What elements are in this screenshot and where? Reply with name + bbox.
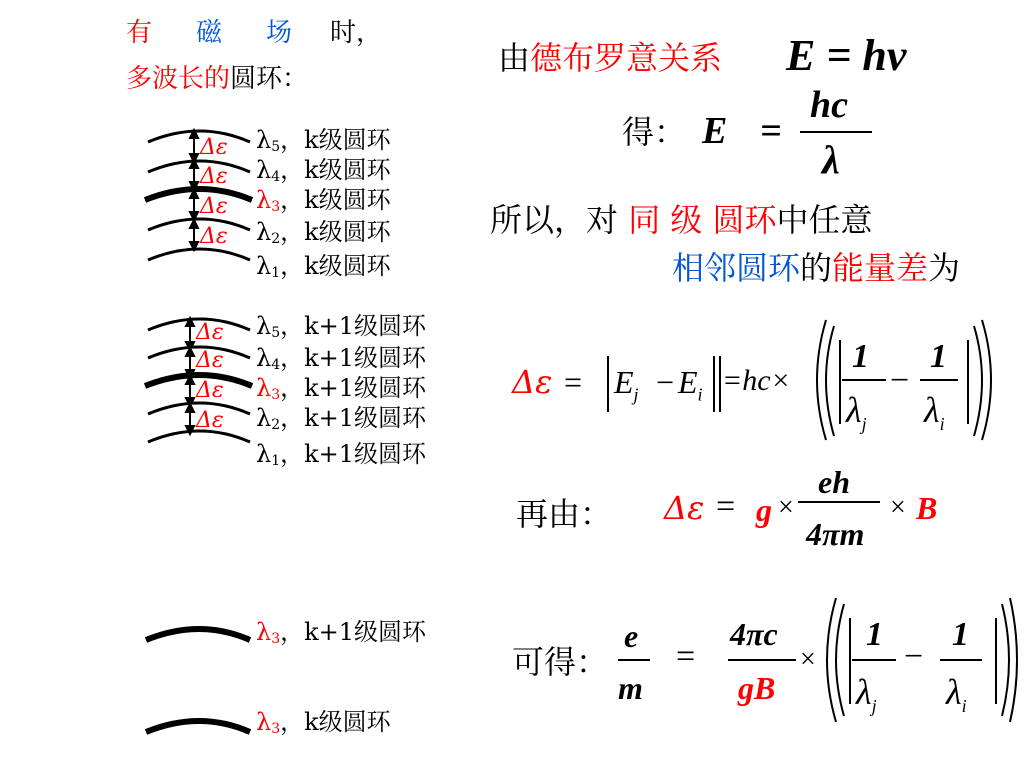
ring-text: ，k级圆环 [280,218,391,246]
again-label: 再由： [516,495,613,533]
eq3-one-i: 1 [930,338,947,375]
eq3-j-sub: j [861,414,867,435]
final-m: m [618,670,643,706]
eq3-E-symbol: E [614,364,634,400]
eq4-eh: eh [818,464,850,500]
eq3-minus2: − [890,362,910,399]
final-label: 可得： [512,643,609,681]
ring-text: ，k+1级圆环 [280,312,427,340]
delta-label: Δε [196,378,224,403]
lambda-symbol: λ [256,344,272,372]
lambda-subscript: 2 [271,417,281,433]
lambda-subscript: 4 [271,357,281,373]
lambda-subscript: 4 [271,169,281,185]
header-word-shi: 时， [330,18,383,48]
eq3-i-sub: i [697,384,703,405]
final-j-sub: j [871,696,877,717]
lambda-subscript: 3 [271,199,281,215]
ring-text: ，k+1级圆环 [280,618,427,646]
ring-label-k1 [256,346,426,372]
eq2-E: E [702,110,728,152]
ring-label-k [256,158,391,184]
eq4-delta-eps: Δε [664,489,705,527]
eq3-equals: = [564,364,583,400]
eq3-Ej [614,366,639,403]
bottom-ring-label-k [256,710,391,736]
final-i-sub: i [961,696,967,717]
eq3-lambda-i [924,392,945,433]
lambda-subscript: 3 [271,631,281,647]
lambda-symbol: λ [256,404,272,432]
eq3-minus: − [656,364,675,400]
final-lambda-symbol: λ [856,672,872,712]
final-lambda-symbol: λ [946,672,962,712]
lambda-symbol: λ [256,252,272,280]
de-broglie-red: 德布罗意关系 [530,39,723,77]
de-broglie-pre: 由 [498,39,531,77]
lambda-symbol: λ [256,312,272,340]
eq2-lambda: λ [822,137,840,182]
energy-post: 为 [928,249,961,287]
lambda-subscript: 2 [271,231,281,247]
eq4-4pim: 4πm [806,516,865,552]
final-lambda-i [946,674,967,715]
delta-label: Δε [200,135,228,160]
ring-label-k [256,128,391,154]
ring-text: ，k级圆环 [280,156,391,184]
lambda-symbol: λ [256,618,272,646]
ring-text: ，k+1级圆环 [280,440,427,468]
delta-label: Δε [196,320,224,345]
bottom-arc-k [146,721,250,732]
lambda-symbol: λ [256,156,272,184]
ring-label-k1 [256,376,426,402]
ring-label-k1 [256,442,426,468]
eq3-j-sub: j [633,384,639,405]
final-one-j: 1 [866,616,883,653]
arc-k-1 [148,249,250,260]
lambda-subscript: 1 [271,453,281,469]
header-line2-red: 多波长的 [126,64,231,94]
lambda-subscript: 1 [271,265,281,281]
ring-text: ，k级圆环 [280,708,391,736]
ring-text: ，k级圆环 [280,126,391,154]
arc-k-5 [148,131,250,142]
lambda-subscript: 5 [271,139,281,155]
ring-text: ，k+1级圆环 [280,404,427,432]
eq3-hc-times: =hc× [722,364,791,397]
ring-text: ，k+1级圆环 [280,344,427,372]
ring-text: ，k级圆环 [280,252,391,280]
header-word-ci: 磁 [196,18,223,48]
header-word-chang: 场 [266,18,293,48]
eq3-Ei [678,366,703,403]
energy-red: 能量差 [832,249,929,287]
final-4pic: 4πc [730,616,778,652]
final-one-i: 1 [952,616,969,653]
delta-label: Δε [200,164,228,189]
final-times: × [800,644,816,675]
eq3-lambda-symbol: λ [846,390,862,430]
energy-mid: 的 [800,249,833,287]
eq4-equals: = [716,488,736,525]
de-broglie-line [498,39,723,77]
eq2-equals: = [760,110,782,152]
lambda-subscript: 5 [271,325,281,341]
delta-label: Δε [196,408,224,433]
bottom-arc-k1 [146,629,250,640]
ring-label-k [256,254,391,280]
header-line2-rest: 圆环： [230,64,309,94]
eq3-delta-eps: Δε [512,363,553,401]
lambda-symbol: λ [256,708,272,736]
arc-k-4 [148,161,250,172]
so-pre: 所以，对 [490,201,629,239]
final-e: e [624,618,639,654]
lambda-symbol: λ [256,374,272,402]
ring-text: ，k级圆环 [280,186,391,214]
eq3-E-symbol: E [678,364,698,400]
eq2-hc: hc [810,84,848,126]
final-gB: gB [738,670,776,706]
ring-label-k1 [256,406,426,432]
eq-e-hv: E = hν [786,31,907,80]
so-post: 中任意 [776,201,873,239]
bottom-ring-label-k1 [256,620,426,646]
delta-label: Δε [200,194,228,219]
delta-label: Δε [196,348,224,373]
header-word-you: 有 [126,18,153,48]
ring-label-k [256,220,391,246]
eq4-g: g [756,492,772,528]
lambda-symbol: λ [256,126,272,154]
so-line [490,201,873,239]
lambda-symbol: λ [256,218,272,246]
ring-text: ，k+1级圆环 [280,374,427,402]
ring-label-k1 [256,314,426,340]
eq3-lambda-symbol: λ [924,390,940,430]
final-equals: = [676,638,696,675]
delta-label: Δε [200,224,228,249]
energy-blue: 相邻圆环 [672,249,801,287]
lambda-subscript: 3 [271,387,281,403]
lambda-symbol: λ [256,186,272,214]
eq3-i-sub: i [939,414,945,435]
eq3-lambda-j [846,392,867,433]
de-label: 得： [622,113,687,151]
final-minus: − [904,638,924,675]
lambda-symbol: λ [256,440,272,468]
k-level-arcs [145,131,252,260]
so-red: 同 级 圆环 [628,201,777,239]
final-lambda-j [856,674,877,715]
eq4-times2: × [890,492,906,523]
lambda-subscript: 3 [271,721,281,737]
eq4-B: B [916,490,938,526]
header-line2 [126,66,308,92]
eq4-times: × [778,492,794,523]
energy-diff-line [672,249,961,287]
eq3-one-j: 1 [852,338,869,375]
ring-label-k [256,188,391,214]
